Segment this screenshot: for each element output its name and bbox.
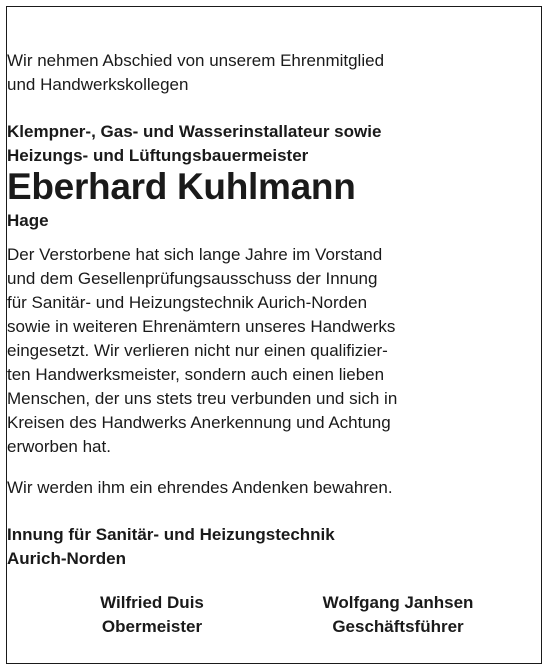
tribute-text [7, 243, 541, 459]
tribute-line: eingesetzt. Wir verlieren nicht nur einen qualifizier- [7, 341, 388, 360]
closing-sentence: Wir werden ihm ein ehrendes Andenken bewahren. [7, 478, 393, 497]
profession-title [7, 120, 541, 168]
signatory-left [67, 591, 237, 639]
tribute-line: Menschen, der uns stets treu verbunden und sich in [7, 389, 398, 408]
intro-line-1: Wir nehmen Abschied von unserem Ehrenmitglied [7, 51, 385, 70]
intro-line-2: und Handwerkskollegen [7, 75, 189, 94]
organization-line-1: Innung für Sanitär- und Heizungstechnik [7, 525, 335, 544]
signatory-name: Wilfried Duis [100, 593, 204, 612]
tribute-line: sowie in weiteren Ehrenämtern unseres Handwerks [7, 317, 396, 336]
signatory-right [303, 591, 493, 639]
profession-line-2: Heizungs- und Lüftungsbauermeister [7, 146, 309, 165]
profession-line-1: Klempner-, Gas- und Wasserinstallateur sowie [7, 122, 382, 141]
tribute-line: und dem Gesellenprüfungsausschuss der Innung [7, 269, 378, 288]
tribute-line: Der Verstorbene hat sich lange Jahre im Vorstand [7, 245, 383, 264]
tribute-line: für Sanitär- und Heizungstechnik Aurich-Norden [7, 293, 368, 312]
tribute-line: erworben hat. [7, 437, 111, 456]
intro-text [7, 49, 541, 97]
deceased-name: Eberhard Kuhlmann [7, 166, 356, 207]
signatory-title: Obermeister [101, 617, 203, 636]
obituary-frame [6, 6, 542, 664]
organization-name [7, 523, 541, 571]
tribute-line: Kreisen des Handwerks Anerkennung und Achtung [7, 413, 391, 432]
signatory-name: Wolfgang Janhsen [322, 593, 474, 612]
deceased-place: Hage [7, 211, 49, 230]
tribute-line: ten Handwerksmeister, sondern auch einen lieben [7, 365, 385, 384]
signatory-title: Geschäftsführer [332, 617, 464, 636]
organization-line-2: Aurich-Norden [7, 549, 126, 568]
